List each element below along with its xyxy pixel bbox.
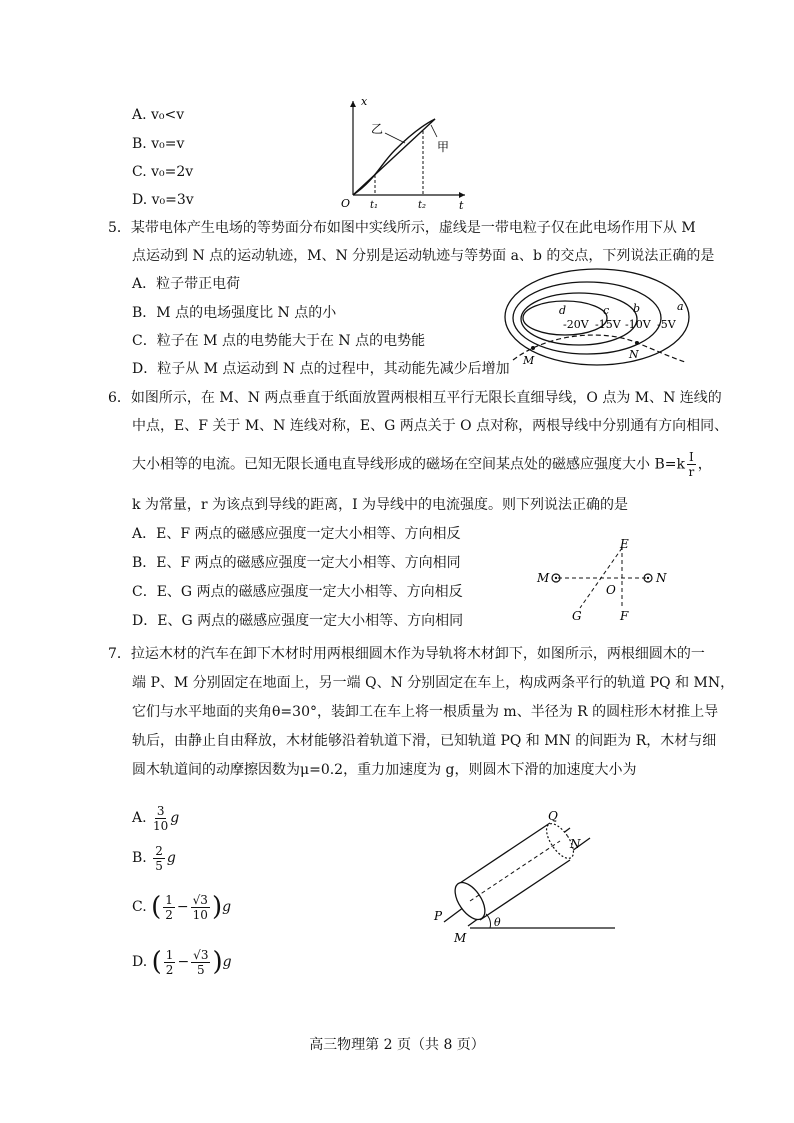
q4-label-jia: 甲 [437,140,450,154]
q6-label-O: O [606,583,616,597]
q6-formula-denominator: r [688,465,695,479]
q4-option-b: B. v₀=v [132,136,185,152]
q6-option-a: A．E、F 两点的磁感应强度一定大小相等、方向相反 [132,526,461,542]
q5-option-a: A．粒子带正电荷 [132,276,241,292]
q6-option-c: C．E、G 两点的磁感应强度一定大小相等、方向相反 [132,584,463,600]
q6-option-d: D．E、G 两点的磁感应强度一定大小相等、方向相同 [132,613,464,629]
q6-label-F: F [620,609,629,623]
q4-xt-graph [335,95,470,210]
q4-label-t1: t₁ [370,200,379,210]
q6-label-M: M [537,571,550,585]
q7-option-c: C. ( $\frac{1}{2}$ − $\frac{√3}{10}$ )g [132,892,232,922]
q5-label-v2: -15V [595,318,621,331]
q4-option-c: C. v₀=2v [132,164,194,180]
q6-option-b: B．E、F 两点的磁感应强度一定大小相等、方向相同 [132,555,461,571]
q5-equipotential-figure [495,262,695,374]
q6-wires-figure [530,536,680,624]
q7-cylinder-figure [430,808,620,943]
page-footer: 高三物理第 2 页（共 8 页） [309,1037,485,1053]
q7-label-P: P [434,909,443,923]
q7-stem-line5: 圆木轨道间的动摩擦因数为μ=0.2，重力加速度为 g，则圆木下滑的加速度大小为 [132,762,637,778]
q4-option-d: D. v₀=3v [132,192,194,208]
q6-stem-line3: 大小相等的电流。已知无限长通电直导线形成的磁场在空间某点处的磁感应强度大小 B=k $\frac{I}{r}$ ， [132,450,712,479]
q7-option-b: B. $\frac{2}{5}$ g [132,843,176,873]
q5-label-a: a [677,300,684,313]
q5-label-N: N [629,348,639,361]
q6-stem-line2: 中点，E、F 关于 M、N 连线对称，E、G 两点关于 O 点对称，两根导线中分别通有方向相同、 [132,418,729,434]
q4-label-t: t [459,199,464,210]
q4-label-origin: O [341,197,351,210]
q6-stem-line3-text: 大小相等的电流。已知无限长通电直导线形成的磁场在空间某点处的磁感应强度大小 B=k [132,456,685,473]
q6-label-E: E [620,537,629,551]
q5-stem-line1: 5．某带电体产生电场的等势面分布如图中实线所示，虚线是一带电粒子仅在此电场作用下从 M [108,220,696,236]
q7-stem-line4: 轨后，由静止自由释放，木材能够沿着轨道下滑，已知轨道 PQ 和 MN 的间距为 R，木材与细 [132,733,717,749]
q5-label-M: M [523,354,535,367]
q5-option-b: B．M 点的电场强度比 N 点的小 [132,305,337,321]
q4-option-a: A. v₀<v [132,107,185,123]
q5-label-b: b [633,302,641,315]
q6-formula-fraction [687,450,696,479]
q6-formula-numerator: I [688,450,694,464]
q5-label-v1: -20V [563,318,589,331]
q7-stem-line2: 端 P、M 分别固定在地面上，另一端 Q、N 分别固定在车上，构成两条平行的轨道 PQ 和 MN， [132,675,735,691]
q5-label-v4: -5V [657,318,676,331]
q4-label-yi: 乙 [371,122,384,136]
q6-label-G: G [572,609,582,623]
q7-label-Q: Q [548,809,558,823]
q7-label-theta: θ [494,916,501,929]
q7-option-a: A. $\frac{3}{10}$ g [132,803,180,833]
q4-label-x: x [361,95,368,108]
q7-stem-line3: 它们与水平地面的夹角θ=30°，装卸工在车上将一根质量为 m、半径为 R 的圆柱形木材推上导 [132,704,719,720]
q6-stem-line4: k 为常量，r 为该点到导线的距离，I 为导线中的电流强度。则下列说法正确的是 [132,497,629,513]
q5-label-c: c [603,304,610,317]
q4-label-t2: t₂ [418,200,427,210]
q5-trajectory [513,335,685,362]
q6-label-N: N [656,571,667,585]
q6-stem-line1: 6．如图所示，在 M、N 两点垂直于纸面放置两根相互平行无限长直细导线，O 点为 M、N 连线的 [108,390,722,406]
q5-label-v3: -10V [625,318,651,331]
q7-label-M: M [454,931,467,943]
q7-option-d: D. ( $\frac{1}{2}$ − $\frac{√3}{5}$ )g [132,947,232,977]
q5-label-d: d [559,304,567,317]
q7-label-N: N [570,837,581,851]
q5-option-c: C．粒子在 M 点的电势能大于在 N 点的电势能 [132,333,426,349]
q5-stem-line2: 点运动到 N 点的运动轨迹，M、N 分别是运动轨迹与等势面 a、b 的交点，下列说法正确的是 [132,248,715,264]
q7-stem-line1: 7．拉运木材的汽车在卸下木材时用两根细圆木作为导轨将木材卸下，如图所示，两根细圆木的一 [108,646,705,662]
q5-option-d: D．粒子从 M 点运动到 N 点的过程中，其动能先减少后增加 [132,361,510,377]
